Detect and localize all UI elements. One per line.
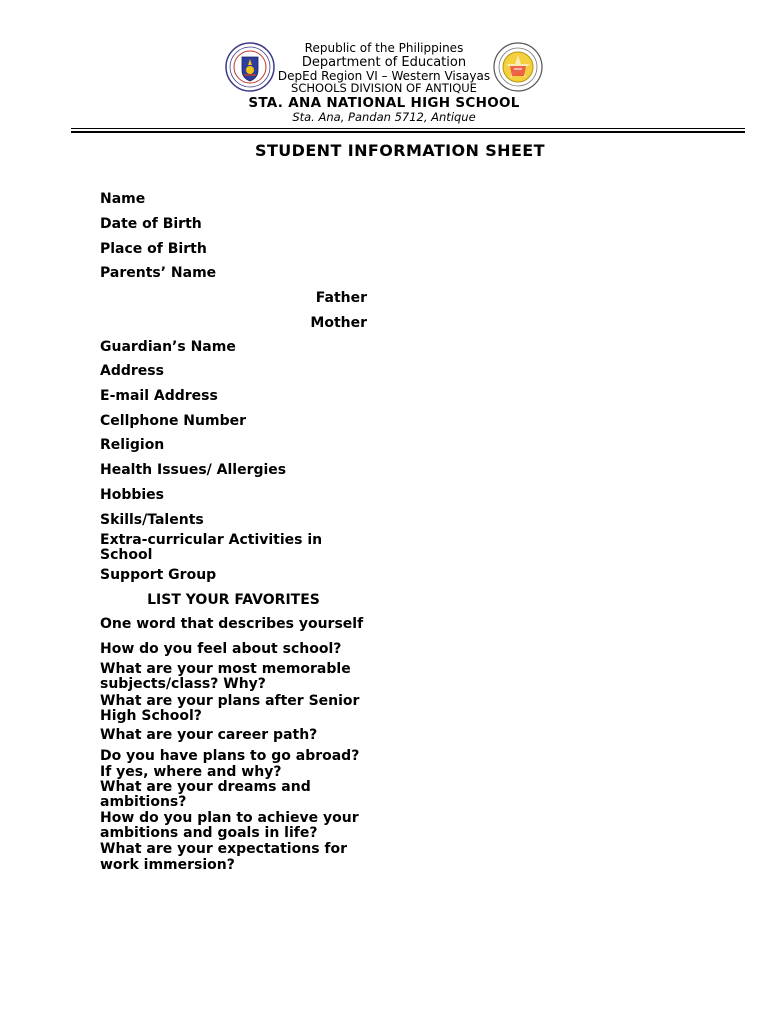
field-guardian-label: Guardian’s Name [100, 339, 236, 355]
field-religion-label: Religion [100, 437, 165, 453]
field-address-label: Address [100, 363, 164, 379]
school-address: Sta. Ana, Pandan 5712, Antique [292, 110, 476, 124]
field-parents-label: Parents’ Name [100, 265, 217, 281]
question-dreams-cont: ambitions? [100, 794, 187, 810]
field-father-label: Father [315, 290, 367, 306]
question-one-word: One word that describes yourself [100, 616, 364, 632]
field-health-label: Health Issues/ Allergies [100, 462, 287, 478]
question-career: What are your career path? [100, 727, 318, 743]
field-mother-label: Mother [310, 315, 367, 331]
field-cellphone-label: Cellphone Number [100, 413, 247, 429]
field-extracurricular-label: Extra-curricular Activities in [100, 532, 323, 548]
field-email-label: E-mail Address [100, 388, 218, 404]
school-name: STA. ANA NATIONAL HIGH SCHOOL [248, 95, 520, 111]
question-achieve: How do you plan to achieve your [100, 810, 359, 826]
question-achieve-cont: ambitions and goals in life? [100, 825, 318, 841]
question-plans: What are your plans after Senior [100, 693, 360, 709]
field-skills-label: Skills/Talents [100, 512, 204, 528]
field-support-label: Support Group [100, 567, 217, 583]
field-hobbies-label: Hobbies [100, 487, 165, 503]
field-name-label: Name [100, 191, 146, 207]
field-extracurricular-label-cont: School [100, 547, 153, 563]
letterhead [0, 0, 768, 130]
field-pob-label: Place of Birth [100, 241, 207, 257]
region-line: DepEd Region VI – Western Visayas [277, 69, 491, 83]
question-abroad: Do you have plans to go abroad? [100, 748, 360, 764]
question-dreams: What are your dreams and [100, 779, 311, 795]
field-dob-label: Date of Birth [100, 216, 202, 232]
question-memorable-cont: subjects/class? Why? [100, 676, 266, 692]
division-line: SCHOOLS DIVISION OF ANTIQUE [291, 81, 477, 95]
question-feel-school: How do you feel about school? [100, 641, 342, 657]
header-rule-thick [71, 131, 745, 133]
department-line: Department of Education [301, 55, 467, 70]
question-expectations: What are your expectations for [100, 841, 348, 857]
republic-line: Republic of the Philippines [304, 41, 464, 55]
question-abroad-cont: If yes, where and why? [100, 764, 282, 780]
document-title: STUDENT INFORMATION SHEET [255, 141, 545, 160]
question-expectations-cont: work immersion? [100, 857, 235, 873]
school-seal-icon [493, 42, 543, 92]
header-rule-thin [71, 128, 745, 129]
favorites-heading: LIST YOUR FAVORITES [147, 592, 320, 608]
question-memorable: What are your most memorable [100, 661, 351, 677]
question-plans-cont: High School? [100, 708, 202, 724]
